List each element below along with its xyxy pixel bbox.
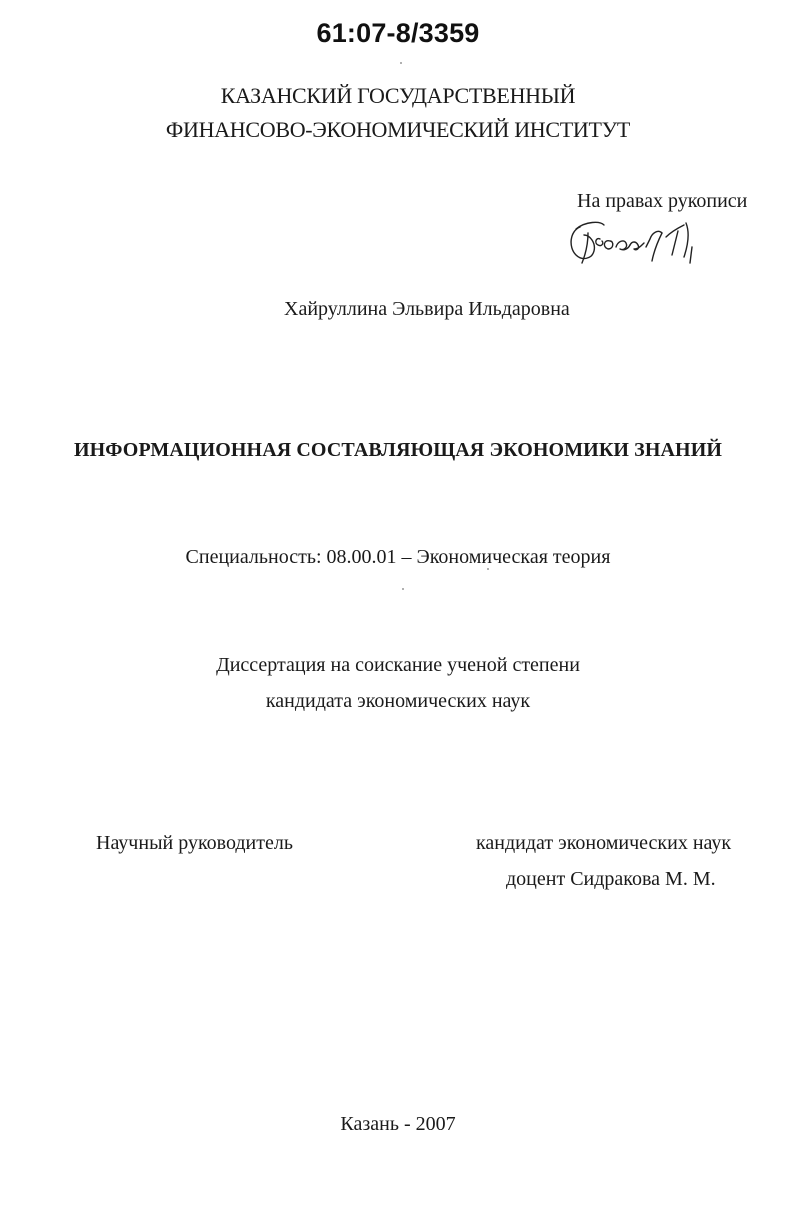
signature-icon	[566, 213, 716, 275]
archive-stamp: 61:07-8/3359	[316, 18, 480, 48]
scan-speck	[402, 588, 404, 590]
place-year: Казань - 2007	[340, 1113, 456, 1135]
scan-speck	[400, 62, 402, 64]
supervisor-name: доцент Сидракова М. М.	[506, 868, 716, 890]
author-name: Хайруллина Эльвира Ильдаровна	[284, 298, 570, 320]
institution-line-2: ФИНАНСОВО-ЭКОНОМИЧЕСКИЙ ИНСТИТУТ	[165, 117, 631, 142]
specialty: Специальность: 08.00.01 – Экономическая теория	[185, 546, 611, 568]
manuscript-rights: На правах рукописи	[577, 190, 748, 212]
degree-line-1: Диссертация на соискание ученой степени	[216, 654, 580, 676]
dissertation-title: ИНФОРМАЦИОННАЯ СОСТАВЛЯЮЩАЯ ЭКОНОМИКИ ЗНАНИЙ	[73, 439, 723, 461]
supervisor-degree: кандидат экономических наук	[476, 832, 732, 854]
degree-line-2: кандидата экономических наук	[265, 690, 531, 712]
supervisor-label: Научный руководитель	[96, 832, 293, 854]
institution-line-1: КАЗАНСКИЙ ГОСУДАРСТВЕННЫЙ	[220, 83, 576, 108]
scan-speck	[487, 568, 489, 570]
